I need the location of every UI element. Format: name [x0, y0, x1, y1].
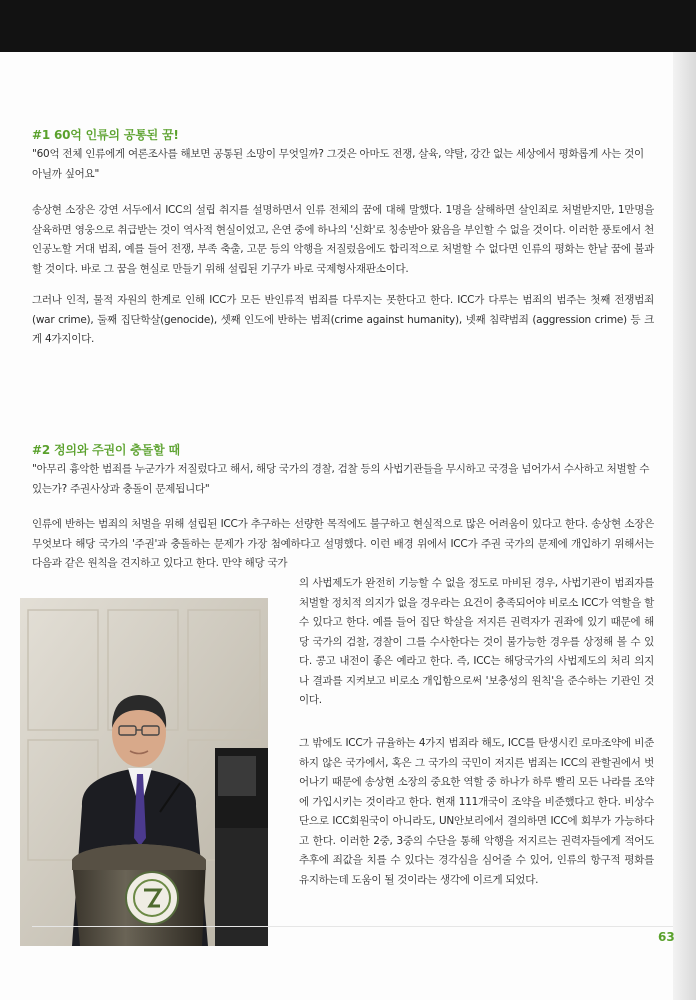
section1-paragraph-1: 송상현 소장은 강연 서두에서 ICC의 설립 취지를 설명하면서 인류 전체의 꿈에 대해 말했다. 1명을 살해하면 살인죄로 처벌받지만, 1만명을 살육하면 영웅으로 취급받는 것이 역사적 현실이었고, 은연 중에 하나의 '신화'로 칭송받아 왔음을 부인할 수 없을 것이다. 이러한 풍토에서 천인공노할 거대 범죄, 예를 들어 전쟁, 부족 축출, 고문 등의 악행을 저질렀음에도 합리적으로 처벌할 수 없다면 인류의 평화는 한낱 꿈에 불과할 것이다. 바로 그 꿈을 현실로 만들기 위해 설립된 기구가 바로 국제형사재판소이다. — [32, 204, 654, 275]
section2-paragraph-2: 그 밖에도 ICC가 규율하는 4가지 범죄라 해도, ICC를 탄생시킨 로마조약에 비준하지 않은 국가에서, 혹은 그 국가의 국민이 저지른 범죄는 ICC의 관할권에서 벗어나기 때문에 송상현 소장의 중요한 역할 중 하나가 하루 빨리 모든 나라를 조약에 가입시키는 것이라고 한다. 현재 111개국이 조약을 비준했다고 한다. 비상수단으로 ICC회원국이 아니라도, UN안보리에서 결의하면 ICC에 회부가 가능하다고 한다. 이러한 2중, 3중의 수단을 통해 악행을 저지르는 권력자들에게 적어도 추후에 죄값을 치를 수 있다는 경각심을 심어줄 수 있어, 인류의 항구적 평화를 유지하는데 도움이 될 것이라는 생각에 이르게 되었다. — [299, 737, 654, 886]
section2-paragraph-1: 인류에 반하는 범죄의 처벌을 위해 설립된 ICC가 추구하는 선량한 목적에도 불구하고 현실적으로 많은 어려움이 있다고 한다. 송상현 소장은 무엇보다 해당 국가의 '주권'과 충돌하는 문제가 가장 첨예하다고 설명했다. 이런 배경 위에서 ICC가 주권 국가의 문제에 개입하기 위해서는 다음과 같은 원칙을 견지하고 있다고 한다. 만약 해당 국가 — [32, 518, 654, 569]
footer-rule — [32, 926, 673, 927]
scan-top-band — [0, 0, 696, 52]
section2-heading: #2 정의와 주권이 충돌할 때 — [32, 443, 180, 457]
section1-quote: "60억 전체 인류에게 여론조사를 해보면 공통된 소망이 무엇일까? 그것은 아마도 전쟁, 살육, 약탈, 강간 없는 세상에서 평화롭게 사는 것이 아닐까 싶어요" — [32, 148, 644, 180]
page-number: 63 — [658, 930, 675, 944]
page-edge-shadow — [673, 52, 696, 1000]
speaker-photo — [20, 598, 268, 946]
section2-paragraph-1-continued: 의 사법제도가 완전히 기능할 수 없을 정도로 마비된 경우, 사법기관이 범죄자를 처벌할 정치적 의지가 없을 경우라는 요건이 충족되어야 비로소 ICC가 역할을 할 수 있다고 한다. 예를 들어 집단 학살을 저지른 권력자가 권좌에 있기 때문에 해당 국가의 검찰, 경찰이 그를 수사한다는 것이 불가능한 경우를 상정해 볼 수 있다. 콩고 내전이 좋은 예라고 한다. 즉, ICC는 해당국가의 사법제도의 처리 의지나 결과를 지켜보고 비로소 개입함으로써 '보충성의 원칙'을 준수하는 기관인 것이다. — [299, 577, 654, 706]
section2-quote: "아무리 흉악한 범죄를 누군가가 저질렀다고 해서, 해당 국가의 경찰, 검찰 등의 사법기관들을 무시하고 국경을 넘어가서 수사하고 처벌할 수 있는가? 주권사상과 충돌이 문제됩니다" — [32, 463, 650, 495]
speaker-at-podium-image — [20, 598, 268, 946]
section1-heading: #1 60억 인류의 공통된 꿈! — [32, 128, 179, 142]
section1-paragraph-2: 그러나 인적, 물적 자원의 한계로 인해 ICC가 모든 반인류적 범죄를 다루지는 못한다고 한다. ICC가 다루는 범죄의 범주는 첫째 전쟁범죄(war crime), 둘째 집단학살(genocide), 셋째 인도에 반하는 범죄(crime against humanity), 넷째 침략범죄 (aggression crime) 등 크게 4가지이다. — [32, 294, 654, 345]
